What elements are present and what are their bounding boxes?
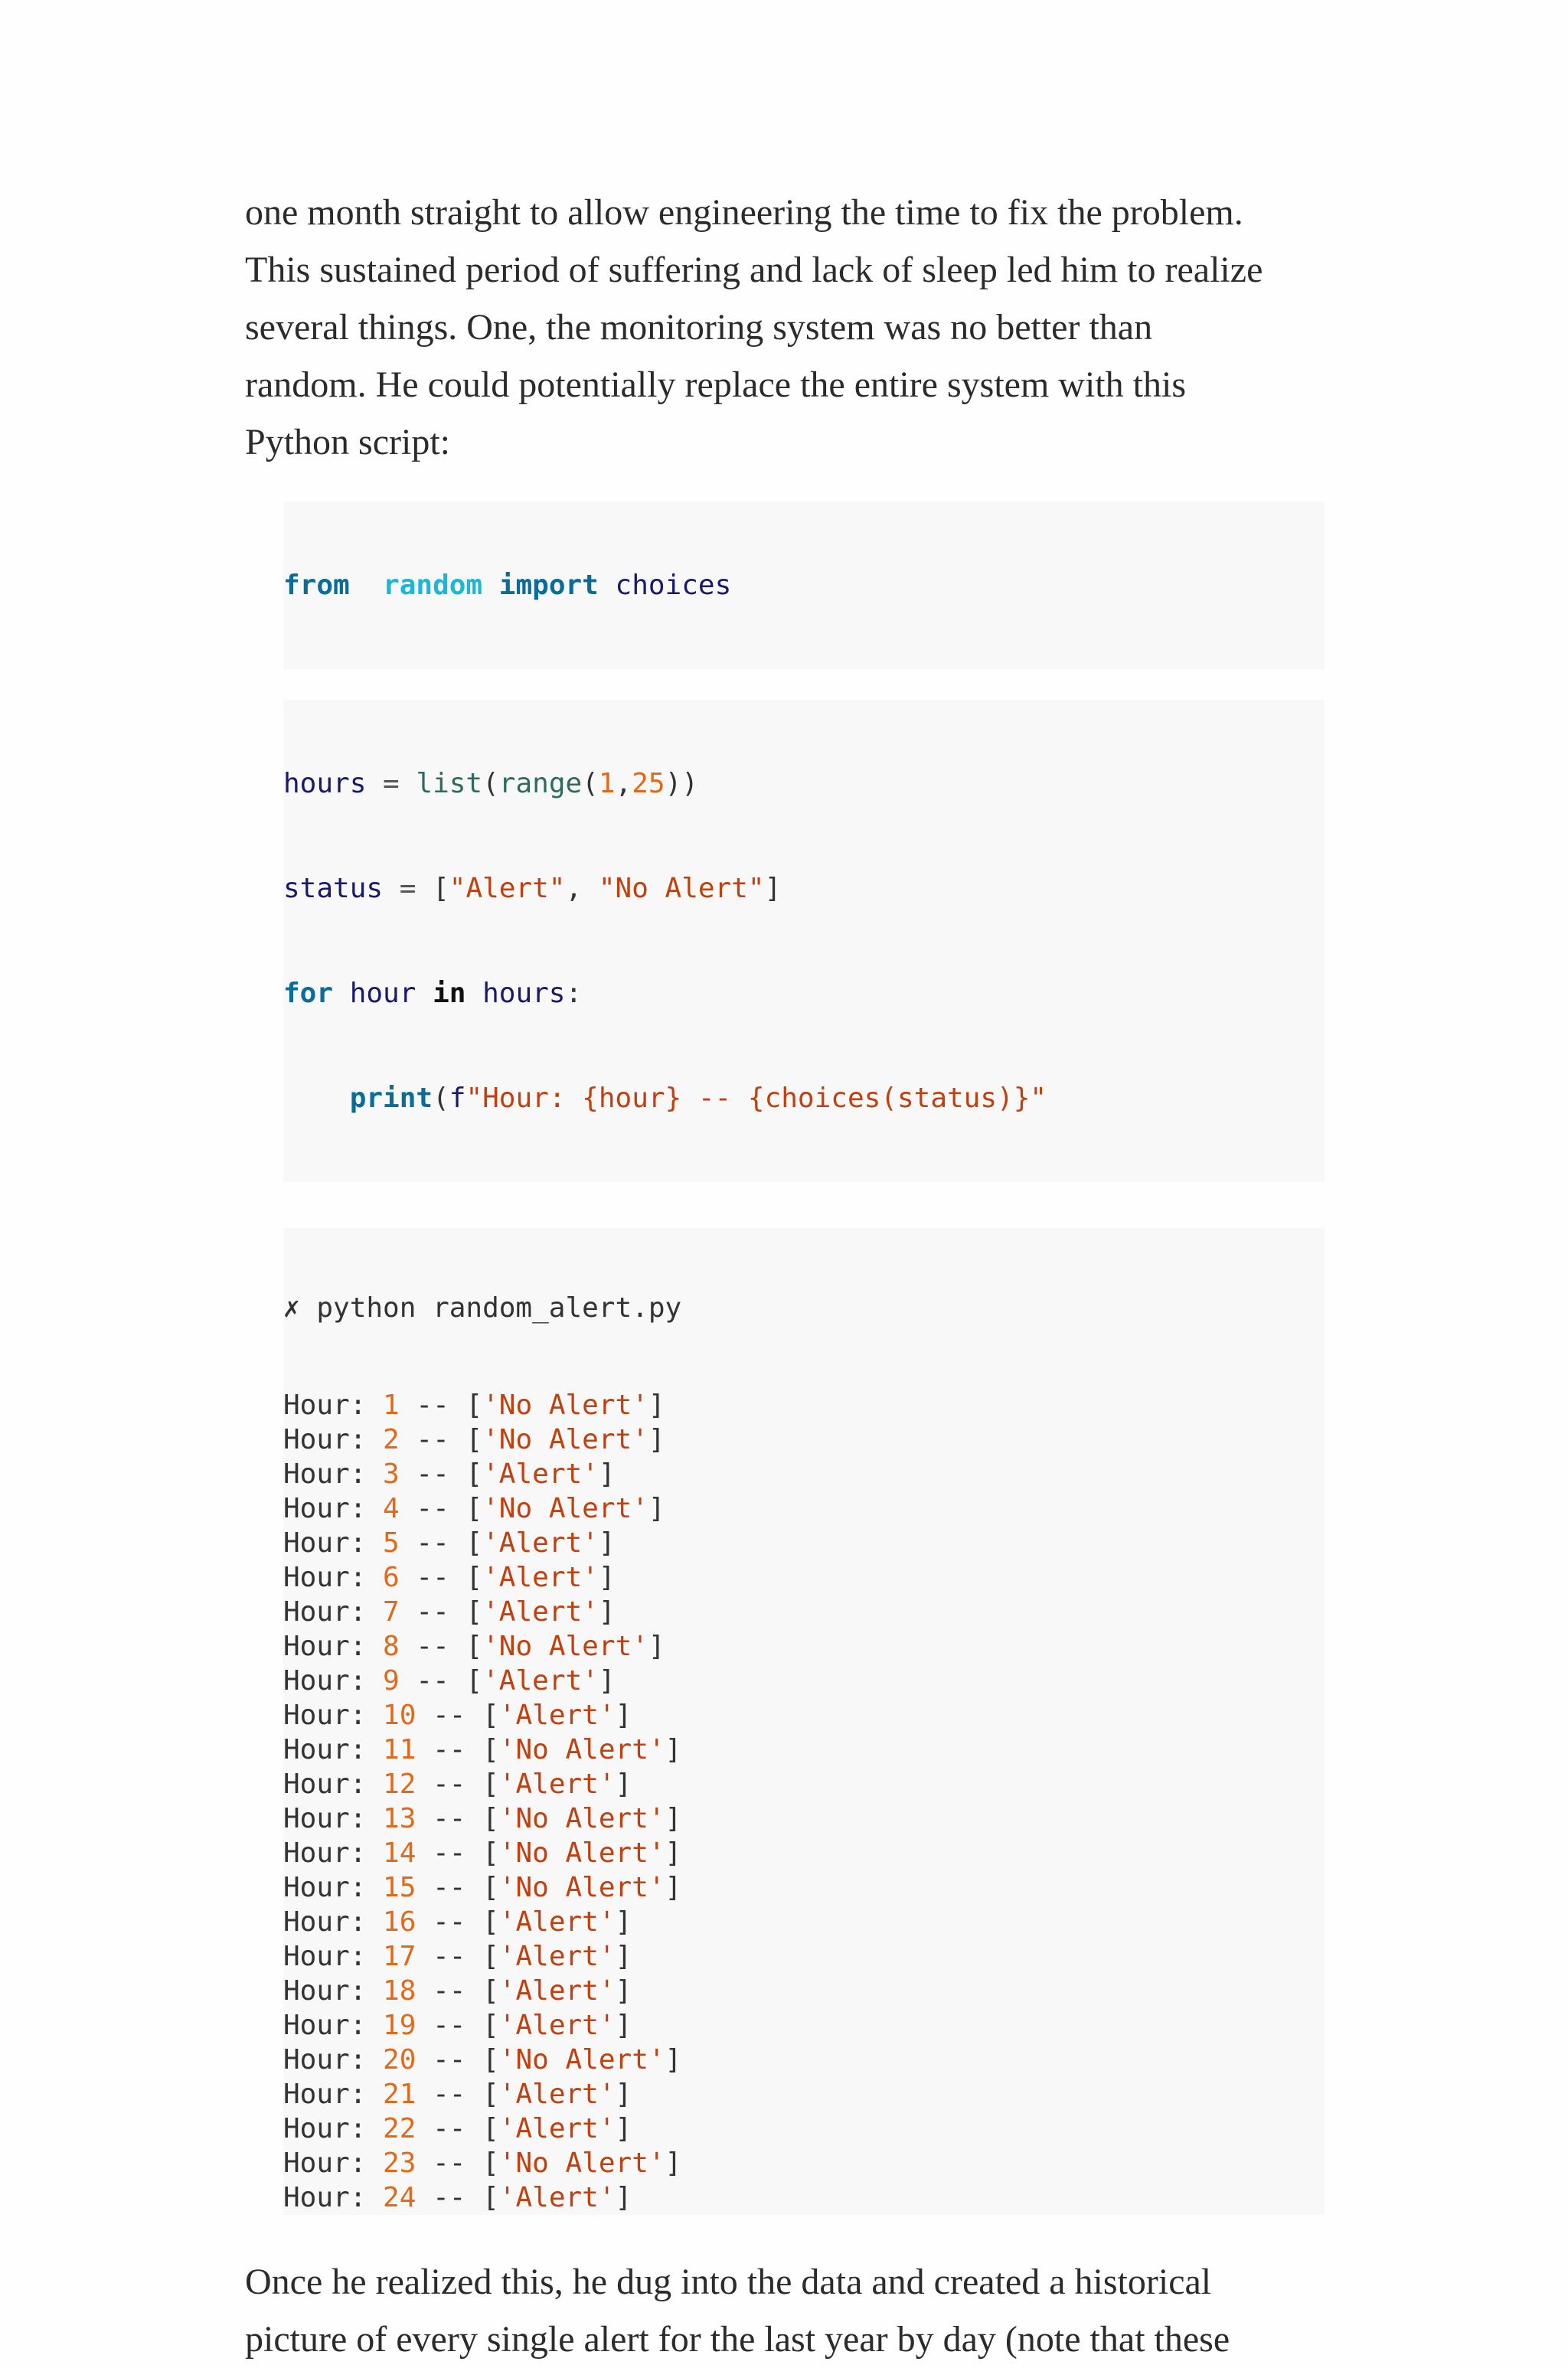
output-sep: --: [416, 1941, 483, 1972]
output-label: Hour:: [283, 1803, 384, 1834]
bracket: ]: [665, 1872, 682, 1903]
bracket: [: [466, 1424, 483, 1455]
bracket: ]: [615, 2182, 632, 2213]
bracket: ]: [615, 1906, 632, 1938]
output-status: 'No Alert': [482, 1631, 648, 1662]
text-line: Python script:: [245, 422, 451, 462]
output-hour: 9: [383, 1665, 400, 1697]
output-row: [283, 1388, 1325, 1422]
bracket: ]: [615, 1700, 632, 1731]
output-hour: 11: [383, 1734, 416, 1765]
output-sep: --: [416, 2148, 483, 2179]
output-row: [283, 1905, 1325, 1939]
output-row: [283, 1698, 1325, 1733]
bracket: ]: [665, 1803, 682, 1834]
output-hour: 13: [383, 1803, 416, 1834]
bracket: ]: [598, 1596, 616, 1628]
output-row: [283, 1767, 1325, 1801]
bracket: [: [482, 1872, 499, 1903]
output-row: [283, 1664, 1325, 1698]
bracket: [: [482, 2182, 499, 2213]
output-hour: 23: [383, 2148, 416, 2179]
output-sep: --: [416, 1700, 483, 1731]
output-hour: 16: [383, 1906, 416, 1938]
output-sep: --: [416, 1837, 483, 1869]
output-row: [283, 1560, 1325, 1595]
output-hour: 17: [383, 1941, 416, 1972]
output-sep: --: [399, 1562, 466, 1593]
bracket: ]: [665, 2148, 682, 2179]
output-sep: --: [416, 2010, 483, 2041]
output-status: 'Alert': [482, 1458, 599, 1490]
output-label: Hour:: [283, 2079, 384, 2110]
output-label: Hour:: [283, 1493, 384, 1524]
output-label: Hour:: [283, 2182, 384, 2213]
output-status: 'No Alert': [482, 1493, 648, 1524]
output-status: 'Alert': [498, 2079, 616, 2110]
output-status: 'Alert': [482, 1562, 599, 1593]
output-status: 'Alert': [482, 1665, 599, 1697]
output-hour: 19: [383, 2010, 416, 2041]
output-row: [283, 1870, 1325, 1905]
output-hour: 12: [383, 1769, 416, 1800]
output-hour: 18: [383, 1975, 416, 2007]
output-sep: --: [399, 1493, 466, 1524]
output-row: [283, 2008, 1325, 2043]
output-row: [283, 1801, 1325, 1836]
bracket: ]: [615, 1941, 632, 1972]
output-status: 'No Alert': [498, 1872, 665, 1903]
text-line: one month straight to allow engineering the time to fix the problem.: [245, 192, 1243, 233]
output-sep: --: [399, 1424, 466, 1455]
output-sep: --: [399, 1527, 466, 1559]
output-hour: 5: [383, 1527, 400, 1559]
output-status: 'No Alert': [498, 1803, 665, 1834]
output-sep: --: [416, 2079, 483, 2110]
output-status: 'No Alert': [498, 1837, 665, 1869]
output-sep: --: [416, 1975, 483, 2007]
text-line: random. He could potentially replace the entire system with this: [245, 364, 1186, 405]
bracket: ]: [648, 1493, 665, 1524]
bracket: [: [466, 1562, 483, 1593]
code-line-import: from random import choices: [283, 570, 732, 601]
output-row: [283, 2077, 1325, 2112]
paragraph-intro: [245, 184, 1325, 471]
output-sep: --: [399, 1631, 466, 1662]
output-row: [283, 2180, 1325, 2215]
text-line: several things. One, the monitoring system was no better than: [245, 307, 1153, 348]
output-label: Hour:: [283, 1700, 384, 1731]
output-hour: 10: [383, 1700, 416, 1731]
output-status: 'Alert': [498, 2182, 616, 2213]
output-sep: --: [416, 1803, 483, 1834]
text-line: Once he realized this, he dug into the data and created a historical: [245, 2262, 1212, 2302]
output-status: 'No Alert': [498, 2148, 665, 2179]
output-sep: --: [416, 2044, 483, 2076]
output-label: Hour:: [283, 1665, 384, 1697]
output-label: Hour:: [283, 2148, 384, 2179]
output-label: Hour:: [283, 1769, 384, 1800]
output-row: [283, 1422, 1325, 1457]
output-hour: 14: [383, 1837, 416, 1869]
bracket: [: [482, 1700, 499, 1731]
bracket: [: [466, 1631, 483, 1662]
paragraph-followup: [245, 2253, 1325, 2368]
output-hour: 2: [383, 1424, 400, 1455]
code-line-print: print(f"Hour: {hour} -- {choices(status)}": [349, 1083, 1047, 1114]
bracket: ]: [598, 1458, 616, 1490]
bracket: [: [482, 1734, 499, 1765]
output-status: 'Alert': [498, 2113, 616, 2144]
output-row: [283, 1526, 1325, 1560]
bracket: [: [466, 1493, 483, 1524]
bracket: [: [482, 1975, 499, 2007]
output-hour: 22: [383, 2113, 416, 2144]
output-label: Hour:: [283, 1941, 384, 1972]
output-status: 'Alert': [498, 1975, 616, 2007]
output-sep: --: [399, 1458, 466, 1490]
output-sep: --: [416, 1734, 483, 1765]
bracket: ]: [615, 2010, 632, 2041]
bracket: ]: [615, 2079, 632, 2110]
bracket: ]: [648, 1631, 665, 1662]
bracket: ]: [648, 1424, 665, 1455]
output-status: 'Alert': [498, 1941, 616, 1972]
output-label: Hour:: [283, 1872, 384, 1903]
output-hour: 20: [383, 2044, 416, 2076]
output-hour: 24: [383, 2182, 416, 2213]
bracket: ]: [665, 2044, 682, 2076]
output-row: [283, 1974, 1325, 2008]
output-row: [283, 2112, 1325, 2146]
bracket: [: [482, 2044, 499, 2076]
bracket: [: [466, 1665, 483, 1697]
output-status: 'Alert': [498, 1769, 616, 1800]
output-status: 'Alert': [482, 1527, 599, 1559]
bracket: ]: [598, 1665, 616, 1697]
bracket: [: [482, 1906, 499, 1938]
output-label: Hour:: [283, 1734, 384, 1765]
bracket: [: [482, 2113, 499, 2144]
output-row: [283, 1629, 1325, 1664]
python-code-block: [283, 501, 1325, 1182]
output-label: Hour:: [283, 1390, 384, 1421]
output-label: Hour:: [283, 2044, 384, 2076]
terminal-output-block: [283, 1228, 1325, 2215]
output-row: [283, 1491, 1325, 1526]
output-hour: 21: [383, 2079, 416, 2110]
output-label: Hour:: [283, 1906, 384, 1938]
bracket: ]: [615, 2113, 632, 2144]
output-row: [283, 1836, 1325, 1870]
output-status: 'No Alert': [498, 2044, 665, 2076]
code-line-for: for hour in hours:: [283, 978, 583, 1009]
output-row: [283, 2043, 1325, 2077]
output-row: [283, 1457, 1325, 1491]
bracket: [: [466, 1390, 483, 1421]
text-line: picture of every single alert for the last year by day (note that these: [245, 2319, 1230, 2360]
output-hour: 4: [383, 1493, 400, 1524]
output-sep: --: [416, 1872, 483, 1903]
output-sep: --: [399, 1390, 466, 1421]
bracket: [: [482, 1837, 499, 1869]
article-body: [245, 184, 1325, 2368]
bracket: [: [482, 1941, 499, 1972]
output-row: [283, 1733, 1325, 1767]
bracket: ]: [598, 1562, 616, 1593]
output-sep: --: [416, 1906, 483, 1938]
output-label: Hour:: [283, 1975, 384, 2007]
output-status: 'Alert': [498, 2010, 616, 2041]
output-hour: 8: [383, 1631, 400, 1662]
output-status: 'Alert': [498, 1906, 616, 1938]
bracket: [: [482, 2079, 499, 2110]
code-gap: [283, 669, 1325, 700]
output-sep: --: [399, 1596, 466, 1628]
bracket: ]: [615, 1769, 632, 1800]
output-status: 'No Alert': [498, 1734, 665, 1765]
output-status: 'No Alert': [482, 1424, 648, 1455]
output-hour: 7: [383, 1596, 400, 1628]
output-row: [283, 2146, 1325, 2180]
bracket: [: [466, 1596, 483, 1628]
bracket: ]: [665, 1837, 682, 1869]
output-label: Hour:: [283, 2010, 384, 2041]
output-hour: 3: [383, 1458, 400, 1490]
bracket: ]: [598, 1527, 616, 1559]
code-line-hours: hours = list(range(1,25)): [283, 768, 698, 799]
terminal-command: ✗ python random_alert.py: [283, 1292, 682, 1324]
bracket: ]: [648, 1390, 665, 1421]
bracket: [: [466, 1527, 483, 1559]
bracket: [: [482, 1803, 499, 1834]
bracket: [: [482, 1769, 499, 1800]
bracket: [: [482, 2148, 499, 2179]
output-hour: 15: [383, 1872, 416, 1903]
bracket: ]: [615, 1975, 632, 2007]
output-label: Hour:: [283, 1596, 384, 1628]
output-label: Hour:: [283, 1458, 384, 1490]
output-label: Hour:: [283, 1837, 384, 1869]
output-label: Hour:: [283, 1562, 384, 1593]
output-hour: 1: [383, 1390, 400, 1421]
output-status: 'No Alert': [482, 1390, 648, 1421]
bracket: [: [466, 1458, 483, 1490]
text-line: This sustained period of suffering and lack of sleep led him to realize: [245, 250, 1263, 290]
output-label: Hour:: [283, 1527, 384, 1559]
output-sep: --: [416, 2113, 483, 2144]
output-sep: --: [416, 2182, 483, 2213]
bracket: [: [482, 2010, 499, 2041]
output-row: [283, 1939, 1325, 1974]
output-status: 'Alert': [482, 1596, 599, 1628]
bracket: ]: [665, 1734, 682, 1765]
output-label: Hour:: [283, 1424, 384, 1455]
output-sep: --: [399, 1665, 466, 1697]
output-status: 'Alert': [498, 1700, 616, 1731]
output-sep: --: [416, 1769, 483, 1800]
output-label: Hour:: [283, 1631, 384, 1662]
output-hour: 6: [383, 1562, 400, 1593]
code-line-status: status = ["Alert", "No Alert"]: [283, 873, 782, 904]
output-row: [283, 1595, 1325, 1629]
output-label: Hour:: [283, 2113, 384, 2144]
